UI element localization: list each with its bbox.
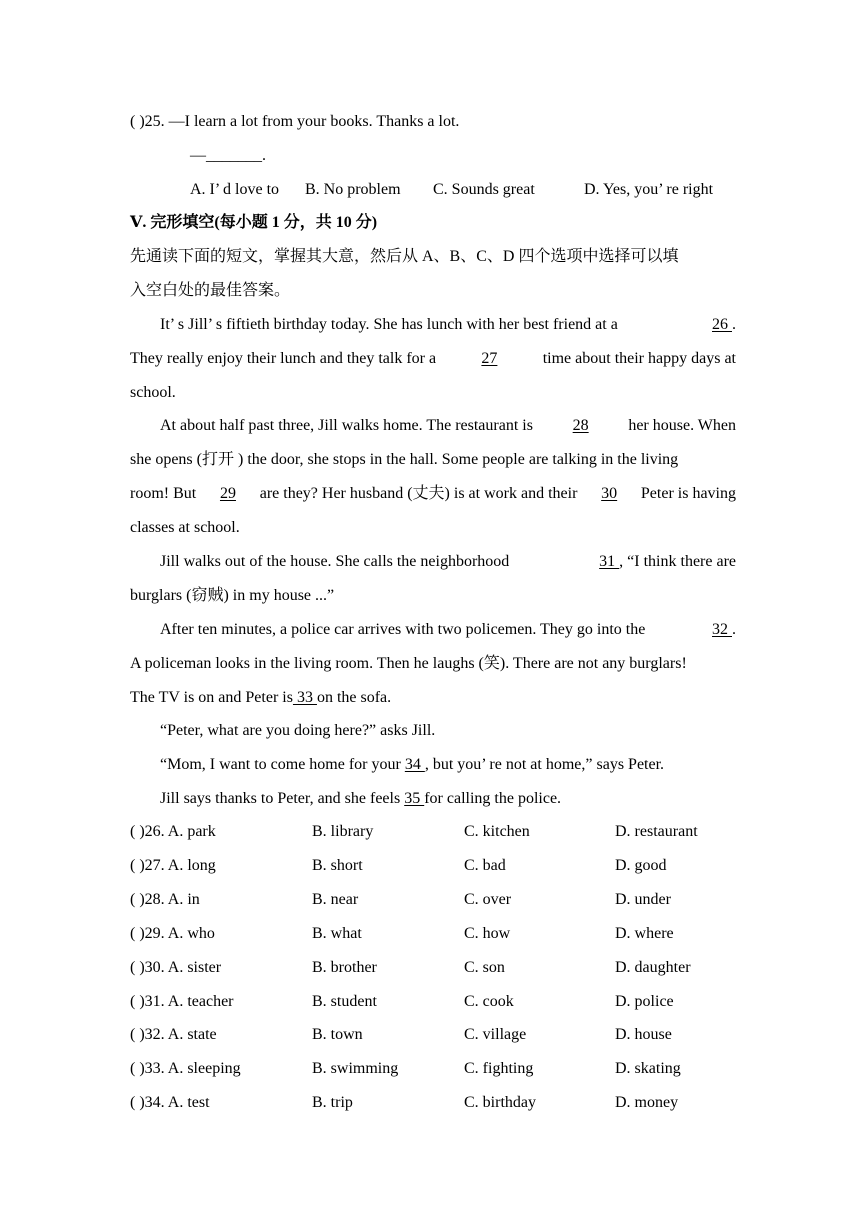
option-d: D. money [615,1094,679,1112]
question-number-option-a: ( )29. A. who [130,924,215,942]
option-d: D. good [615,856,667,874]
passage-p5: “Peter, what are you doing here?” asks Jill. [160,722,436,739]
option-b: B. trip [312,1094,353,1112]
option-d: D. under [615,890,671,908]
blank-28: 28 [572,417,589,434]
option-c: C. bad [464,856,506,874]
question-number-option-a: ( )31. A. teacher [130,992,234,1010]
option-c: C. Sounds great [433,181,535,198]
option-c: C. birthday [464,1094,536,1112]
option-b: B. library [312,823,374,840]
blank-29: 29 [219,485,236,502]
blank-31: 31 [599,553,620,570]
passage-p2-line-4: classes at school. [130,519,240,536]
passage-p4-line-1: After ten minutes, a police car arrives with two policemen. They go into the 32 . [160,621,736,638]
passage-p6: “Mom, I want to come home for your 34 , but you’ re not at home,” says Peter. [160,756,665,773]
blank-32: 32 [712,621,732,638]
option-c: C. village [464,1026,527,1044]
option-d: D. police [615,992,674,1010]
passage-p4-line-2: A policeman looks in the living room. Then he laughs (笑). There are not any burglars! [130,655,687,672]
passage-p3-line-2: burglars (窃贼) in my house ...” [130,587,335,604]
question-25-stem: ( )25. —I learn a lot from your books. Thanks a lot. [130,113,460,130]
section-instruction-line-2: 入空白处的最佳答案。 [130,282,291,299]
option-c: C. cook [464,992,514,1010]
passage-p1-line-3: school. [130,384,176,401]
passage-p2-line-2: she opens (打开 ) the door, she stops in the hall. Some people are talking in the living [130,451,679,468]
passage-p1-line-2: They really enjoy their lunch and they talk for a 27 time about their happy days at [130,350,736,367]
question-row [130,1093,740,1113]
question-number-option-a: ( )30. A. sister [130,958,222,976]
question-number-option-a: ( )33. A. sleeping [130,1060,241,1078]
option-c: C. how [464,924,511,942]
question-number-option-a: ( )28. A. in [130,890,200,908]
question-row [130,1059,740,1079]
blank-34: 34 [404,756,425,773]
passage-p4-line-3: The TV is on and Peter is 33 on the sofa. [130,689,392,706]
option-c: C. fighting [464,1060,534,1078]
option-b: B. short [312,856,363,874]
option-b: B. swimming [312,1060,399,1078]
question-row [130,822,740,842]
blank-30: 30 [601,485,618,502]
option-a: A. I’ d love to [190,181,280,198]
section-title: Ⅴ. 完形填空(每小题 1 分，共 10 分) [130,214,378,231]
question-row [130,890,740,910]
option-b: B. town [312,1026,363,1044]
question-number-option-a: ( )34. A. test [130,1094,210,1112]
option-d: D. skating [615,1060,681,1078]
blank-26: 26 [712,316,732,333]
passage-p2-line-3: room! But 29 are they? Her husband (丈夫) is at work and their 30 Peter is having [130,485,736,502]
question-number-option-a: ( )27. A. long [130,856,216,874]
question-row [130,856,740,876]
option-d: D. house [615,1026,672,1044]
passage-p2-line-1: At about half past three, Jill walks home. The restaurant is 28 her house. When [160,417,736,434]
question-row [130,992,740,1012]
question-number-option-a: ( )26. A. park [130,823,216,840]
option-c: C. over [464,890,512,908]
option-b: B. what [312,924,362,942]
question-number-option-a: ( )32. A. state [130,1026,217,1044]
blank-27: 27 [481,350,498,367]
option-d: D. where [615,924,674,942]
option-c: C. kitchen [464,823,530,840]
option-b: B. student [312,992,377,1010]
section-instruction-line-1: 先通读下面的短文，掌握其大意，然后从 A、B、C、D 四个选项中选择可以填 [130,248,679,265]
question-row [130,1025,740,1045]
option-d: D. daughter [615,958,691,976]
question-25-blank-line: —_______. [190,147,266,164]
option-b: B. No problem [305,181,401,198]
option-d: D. restaurant [615,823,698,840]
option-b: B. brother [312,958,377,976]
question-row [130,924,740,944]
blank-33: 33 [292,689,317,706]
passage-p1-line-1: It’ s Jill’ s fiftieth birthday today. She has lunch with her best friend at a 26 . [160,316,736,333]
passage-p7: Jill says thanks to Peter, and she feels 35 for calling the police. [160,790,562,807]
question-row [130,958,740,978]
option-c: C. son [464,958,505,976]
blank-35: 35 [404,790,425,807]
option-d: D. Yes, you’ re right [584,181,714,198]
passage-p3-line-1: Jill walks out of the house. She calls the neighborhood 31 , “I think there are [160,553,736,570]
option-b: B. near [312,890,359,908]
